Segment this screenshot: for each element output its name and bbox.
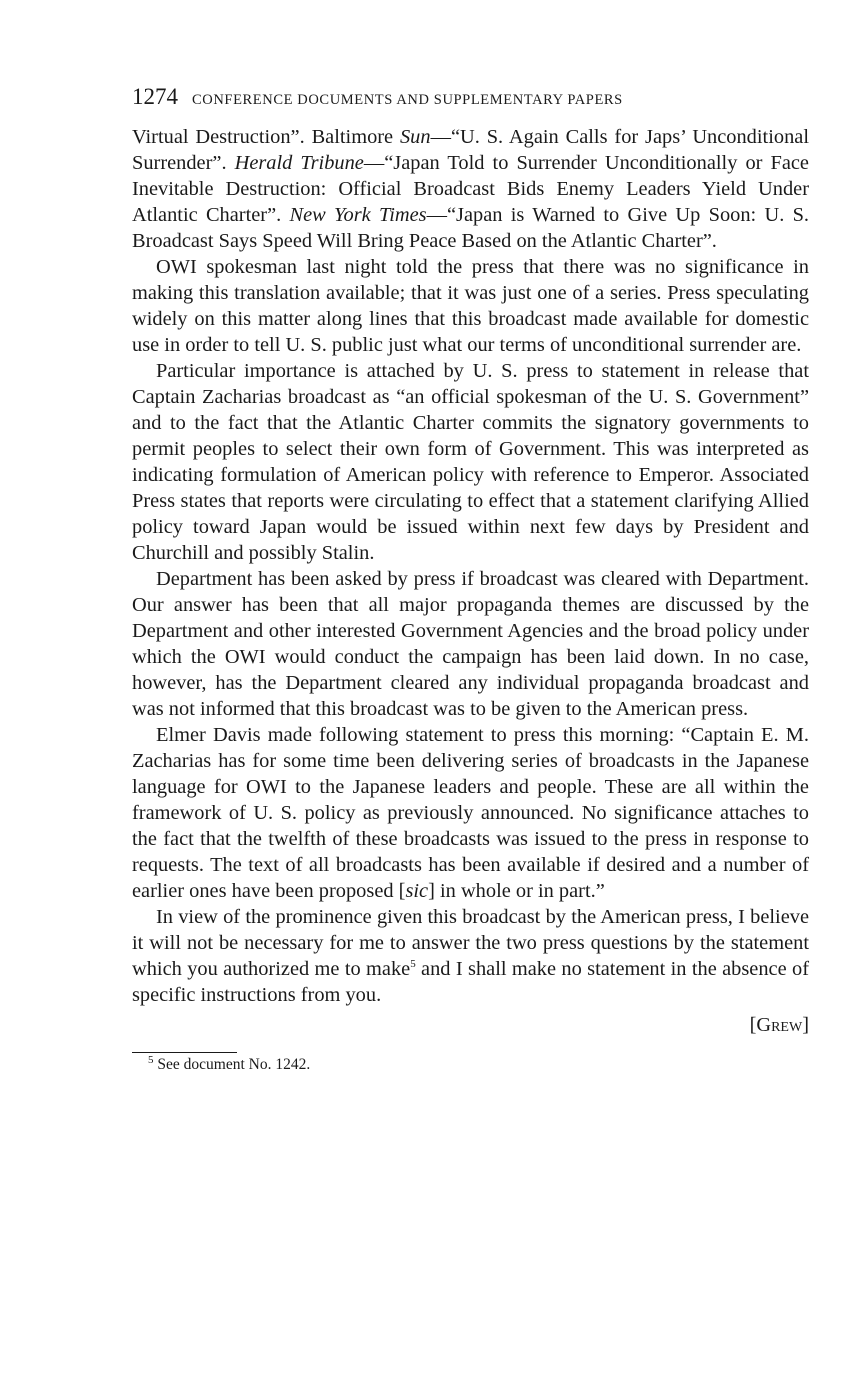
paragraph-1-text-g: —“Japan is Warned to Give Up Soon: U. S. Broadcast Says Speed Will Bring Peace Based on the Atlantic Charter”. xyxy=(132,204,810,252)
paragraph-1 xyxy=(132,124,809,254)
running-title: CONFERENCE DOCUMENTS AND SUPPLEMENTARY PAPERS xyxy=(192,92,623,108)
page-header xyxy=(132,84,809,114)
body-text xyxy=(132,124,809,1008)
footnote-text: See document No. 1242. xyxy=(153,1056,311,1073)
newspaper-title-sun: Sun xyxy=(399,126,431,148)
document-page xyxy=(132,84,809,1075)
newspaper-title-herald-tribune: Herald Tribune xyxy=(234,152,364,174)
paragraph-5-text-c: ] in whole or in part.” xyxy=(428,880,605,902)
paragraph-5-text-a: Elmer Davis made following statement to press this morning: “Captain E. M. Zacharias has for some time been delivering series of broadcasts in the Japanese language for OWI to the Japanese leaders and people. These are all within the framework of U. S. policy as previously announced. No significance attaches to the fact that the twelfth of these broadcasts was issued to the press in response to requests. The text of all broadcasts has been available if desired and a number of earlier ones have been proposed [ xyxy=(132,724,809,902)
paragraph-5 xyxy=(132,722,809,904)
paragraph-2: OWI spokesman last night told the press that there was no significance in making this translation available; that it was just one of a series. Press speculating widely on this matter along lines that this broadcast made available for domestic use in order to tell U. S. public just what our terms of unconditional surrender are. xyxy=(132,256,809,356)
newspaper-title-new-york-times: New York Times xyxy=(289,204,427,226)
footnote xyxy=(132,1055,809,1075)
paragraph-1-text-c: —“U. S. Again Calls for Japs’ Unconditional Surrender”. xyxy=(132,126,809,174)
signature: [Grew] xyxy=(749,1014,809,1036)
sic-annotation: sic xyxy=(405,880,429,902)
paragraph-6-text-b: and I shall make no statement in the absence of specific instructions from you. xyxy=(132,958,809,1006)
page-number: 1274 xyxy=(132,84,178,109)
paragraph-4: Department has been asked by press if broadcast was cleared with Department. Our answer has been that all major propaganda themes are discussed by the Department and other interested Government Agencies and the broad policy under which the OWI would conduct the campaign has been laid down. In no case, however, has the Department cleared any individual propaganda broadcast and was not informed that this broadcast was to be given to the American press. xyxy=(132,568,809,720)
footnote-marker: 5 xyxy=(148,1053,154,1066)
paragraph-6 xyxy=(132,904,809,1008)
paragraph-6-text-a: In view of the prominence given this broadcast by the American press, I believe it will not be necessary for me to answer the two press questions by the statement which you authorized me to make xyxy=(132,906,809,980)
paragraph-1-text-e: —“Japan Told to Surrender Unconditionally or Face Inevitable Destruction: Official Broadcast Bids Enemy Leaders Yield Under Atlantic Charter”. xyxy=(132,152,809,226)
paragraph-1-text-a: Virtual Destruction”. Baltimore xyxy=(132,126,400,148)
footnote-reference: 5 xyxy=(410,958,416,971)
footnote-divider xyxy=(132,1052,237,1053)
paragraph-3: Particular importance is attached by U. S. press to statement in release that Captain Zacharias broadcast as “an official spokesman of the U. S. Government” and to the fact that the Atlantic Charter commits the signatory governments to permit peoples to select their own form of Government. This was interpreted as indicating formulation of American policy with reference to Emperor. Associated Press states that reports were circulating to effect that a statement clarifying Allied policy toward Japan would be issued within next few days by President and Churchill and possibly Stalin. xyxy=(132,360,809,564)
